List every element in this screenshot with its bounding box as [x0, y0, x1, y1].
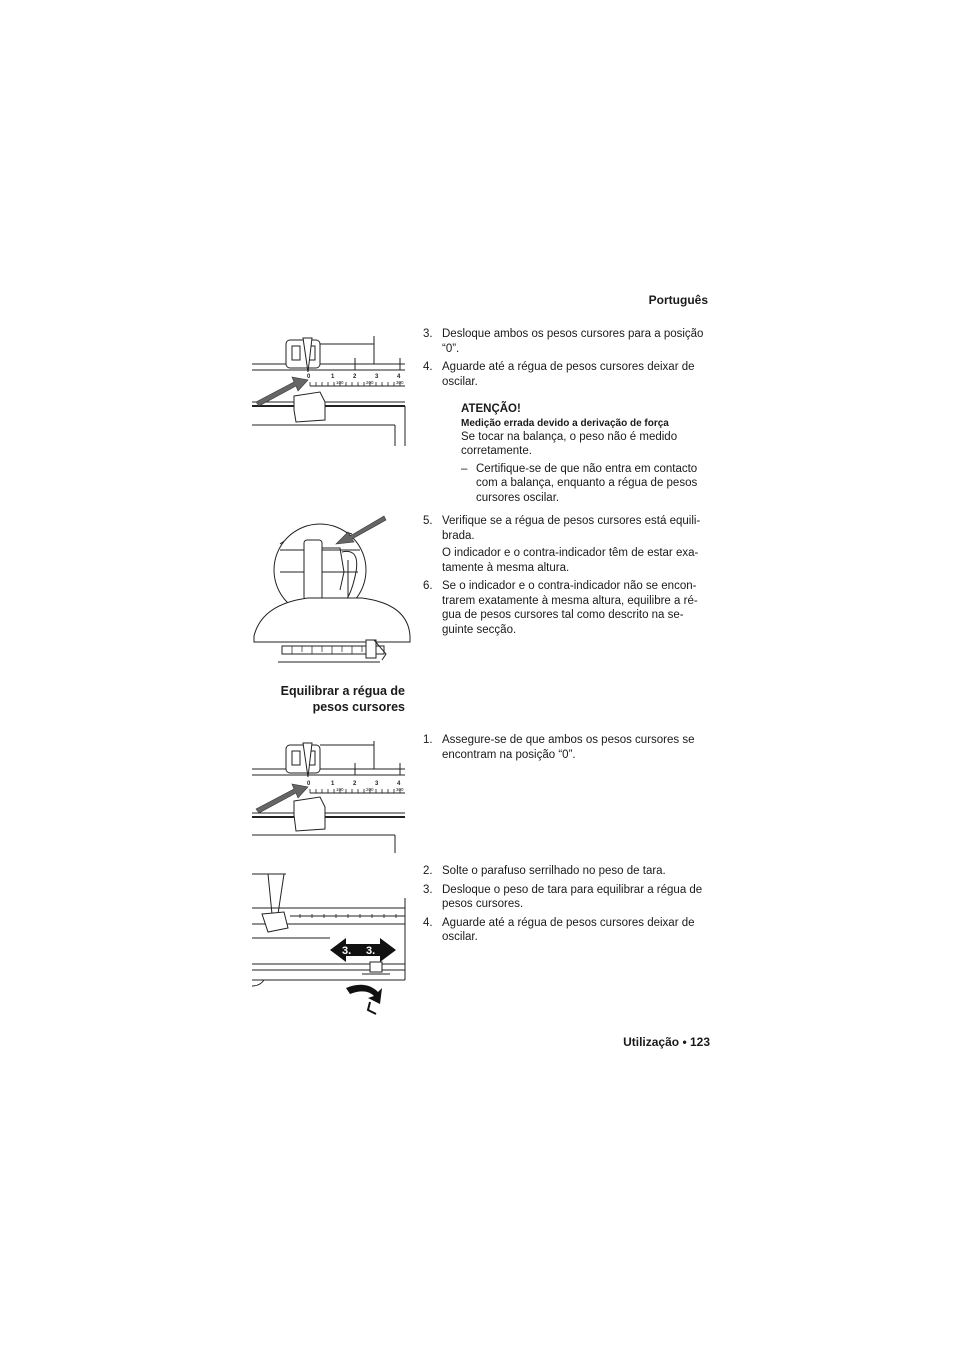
- scale-sub-100: 100: [336, 380, 344, 385]
- section1-step-6: 6. Se o indicador e o contra-indicador não se encon-trarem exatamente à mesma altura, equilibre a ré-gua de pesos cursores tal como descrito na se-guinte secção.: [423, 580, 698, 636]
- language-label: Português: [648, 293, 708, 307]
- section1-step-5: 5. Verifique se a régua de pesos cursores está equili-brada.: [423, 515, 701, 542]
- section3-step-2: 2. Solte o parafuso serrilhado no peso de tara.: [423, 865, 666, 877]
- section1-step-5-note: O indicador e o contra-indicador têm de estar exa-tamente à mesma altura.: [442, 547, 699, 574]
- scale-tick-2: 2: [353, 374, 357, 380]
- scale2-sub-300: 300: [396, 787, 404, 792]
- section3-step-3: 3. Desloque o peso de tara para equilibrar a régua de pesos cursores.: [423, 883, 703, 910]
- section1-column: [423, 327, 709, 637]
- scale-tick-3: 3: [375, 374, 379, 380]
- scale2-tick-2: 2: [353, 781, 357, 787]
- warning-text: Se tocar na balança, o peso não é medido corretamente.: [461, 430, 678, 457]
- scale-tick-1: 1: [331, 374, 335, 380]
- section-title: Equilibrar a régua de pesos cursores: [280, 684, 405, 714]
- scale2-tick-1: 1: [331, 781, 335, 787]
- screw-rotate-icon: [346, 985, 382, 1014]
- section2-column: [423, 733, 709, 762]
- scale2-tick-0: 0: [307, 781, 311, 787]
- section3-step-4: 4. Aguarde até a régua de pesos cursores deixar de oscilar.: [423, 916, 695, 943]
- section3-column: [423, 864, 709, 945]
- screw-label: 2.: [356, 992, 364, 1002]
- section2-step-1: 1. Assegure-se de que ambos os pesos cursores se encontram na posição “0”.: [423, 734, 695, 761]
- section1-step-4: 4. Aguarde até a régua de pesos cursores deixar de oscilar.: [423, 361, 695, 388]
- scale-tick-0: 0: [307, 374, 311, 380]
- figure-beam-zero-1: [250, 330, 410, 448]
- move-left-arrow-icon: [330, 938, 366, 962]
- figure-indicator-zoom: [252, 512, 412, 672]
- scale-sub-300: 300: [396, 380, 404, 385]
- warning-bullet: – Certifique-se de que não entra em contacto com a balança, enquanto a régua de pesos cursores oscilar.: [461, 462, 698, 504]
- move-right-arrow-icon: [362, 938, 396, 962]
- scale2-sub-200: 200: [366, 787, 374, 792]
- warning-subtitle: Medição errada devido a derivação de força: [461, 417, 669, 429]
- page-footer: Utilização • 123: [623, 1035, 710, 1049]
- figure-tare-adjust: [250, 868, 410, 1018]
- scale2-tick-3: 3: [375, 781, 379, 787]
- scale-tick-4: 4: [397, 374, 401, 380]
- warning-title: ATENÇÃO!: [461, 403, 521, 415]
- scale2-sub-100: 100: [336, 787, 344, 792]
- scale-sub-200: 200: [366, 380, 374, 385]
- section1-step-3: 3. Desloque ambos os pesos cursores para a posição “0”.: [423, 328, 704, 355]
- arrow-right-label: 3.: [366, 945, 376, 957]
- arrow-left-label: 3.: [342, 945, 352, 957]
- figure-beam-zero-2: [250, 735, 410, 853]
- scale2-tick-4: 4: [397, 781, 401, 787]
